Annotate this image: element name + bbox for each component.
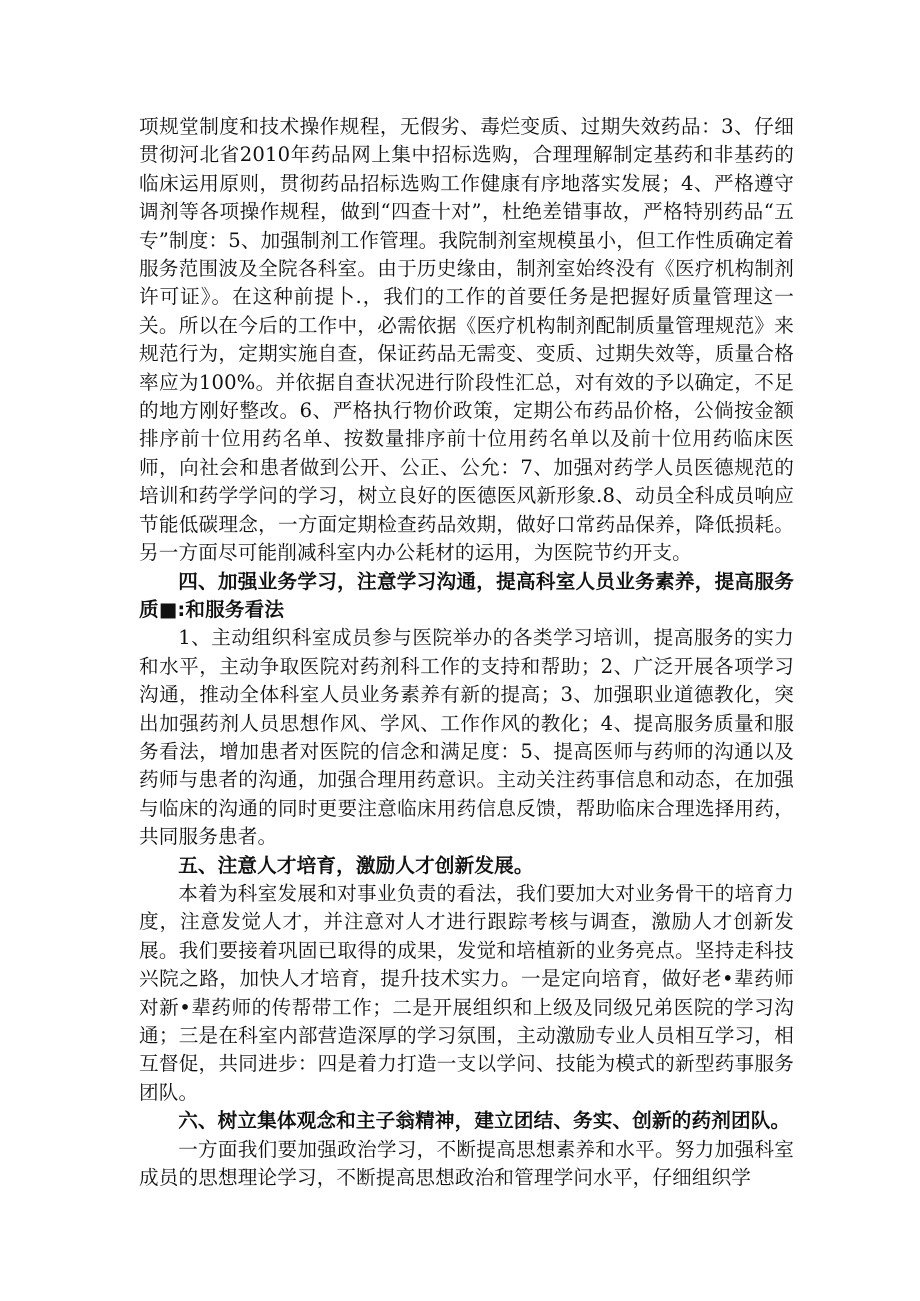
section-heading-four: 四、加强业务学习，注意学习沟通，提高科室人员业务素养，提高服务质■:和服务看法 <box>139 569 794 621</box>
document-page <box>139 113 794 1192</box>
section-heading-six: 六、树立集体观念和主子翁精神，建立团结、务实、创新的药剂团队。 <box>178 1109 791 1133</box>
body-paragraph-political-study: 一方面我们要加强政治学习，不断提高思想素养和水平。努力加强科室成员的思想理论学习，不断提高思想政治和管理学问水平，仔细组织学 <box>139 1137 794 1190</box>
body-paragraph-drug-management: 项规堂制度和技术操作规程，无假劣、毒烂变质、过期失效药品：3、仔细贯彻河北省2010年药品网上集中招标选购，合理理解制定基药和非基药的临床运用原则，贯彻药品招标选购工作健康有序地落实发展；4、严格遵守调剂等各项操作规程，做到“四查十对”，杜绝差错事故，严格特别药品“五专”制度：5、加强制剂工作管理。我院制剂室规模虽小，但工作性质确定着服务范围波及全院各科室。由于历史缘由，制剂室始终没有《医疗机构制剂许可证》。在这种前提卜.，我们的工作的首要任务是把握好质量管理这一关。所以在今后的工作中，必需依据《医疗机构制剂配制质量管理规范》来规范行为，定期实施自查，保证药品无需变、变质、过期失效等，质量合格率应为100%。并依据自查状况进行阶段性汇总，对有效的予以确定，不足的地方刚好整改。6、严格执行物价政策，定期公布药品价格，公倘按金额排序前十位用药名单、按数量排序前十位用药名单以及前十位用药临床医师，向社会和患者做到公开、公正、公允：7、加强对药学人员医德规范的培训和药学学问的学习，树立良好的医德医风新形象.8、动员全科成员响应节能低碳理念，一方面定期检查药品效期，做好口常药品保养，降低损耗。另一方面尽可能削减科室内办公耗材的运用，为医院节约开支。 <box>139 115 794 565</box>
body-paragraph-talent: 本着为科室发展和对事业负责的看法，我们要加大对业务骨干的培育力度，注意发觉人才，并注意对人才进行跟踪考核与调查，激励人才创新发展。我们要接着巩固已取得的成果，发觉和培植新的业务亮点。坚持走科技兴院之路，加快人才培育，提升技术实力。一是定向培育，做好老•辈药师对新•辈药师的传帮带工作；二是开展组织和上级及同级兄弟医院的学习沟通；三是在科室内部营造深厚的学习氛围，主动激励专业人员相互学习，相互督促，共同进步：四是着力打造一支以学问、技能为模式的新型药事服务团队。 <box>139 881 794 1104</box>
section-heading-five: 五、注意人才培育，激励人才创新发展。 <box>178 853 534 877</box>
body-paragraph-training: 1、主动组织科室成员参与医院举办的各类学习培训，提高服务的实力和水平，主动争取医院对药剂科工作的支持和帮助；2、广泛开展各项学习沟通，推动全体科室人员业务素养有新的提高；3、加强职业道德教化，突出加强药剂人员思想作风、学风、工作作风的教化；4、提高服务质量和服务看法，增加患者对医院的信念和满足度：5、提高医师与药师的沟通以及药师与患者的沟通，加强合理用药意识。主动关注药事信息和动态，在加强与临床的沟通的同时更要注意临床用药信息反馈，帮助临床合理选择用药，共同服务患者。 <box>139 626 794 849</box>
